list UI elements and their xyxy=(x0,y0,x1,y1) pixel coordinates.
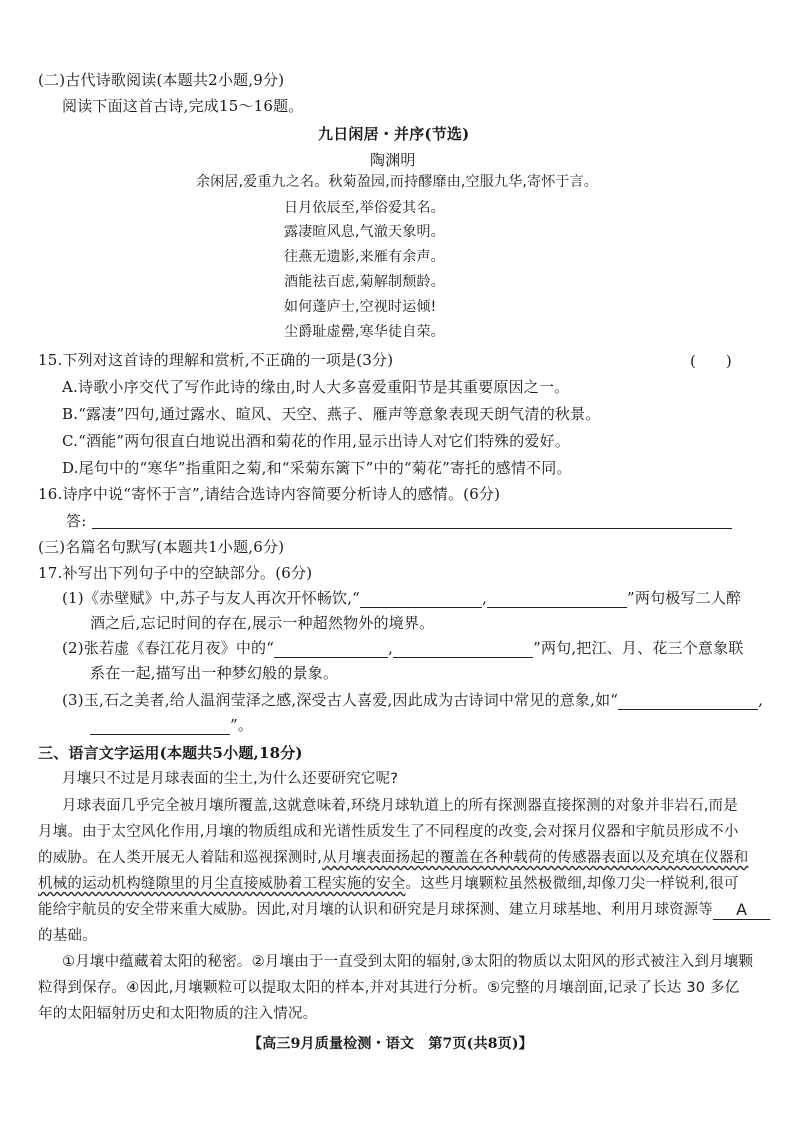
q17-item2-text-a: (2)张若虚《春江花月夜》中的“ xyxy=(62,639,275,657)
q17-item3-comma: , xyxy=(758,691,764,709)
q15-option-c: C.“酒能”两句很直白地说出酒和菊花的作用,显示出诗人对它们特殊的爱好。 xyxy=(62,432,571,450)
passage-p1-line3-plain: 的威胁。在人类开展无人着陆和巡视探测时, xyxy=(38,850,323,866)
q17-item3-text-b: ”。 xyxy=(230,716,254,734)
passage-p2-line3: 年的太阳辐射历史和太阳物质的注入情况。 xyxy=(38,1006,318,1022)
q16-stem: 16.诗序中说“寄怀于言”,请结合选诗内容简要分析诗人的感情。(6分) xyxy=(38,485,501,503)
q17-item1-blank1[interactable] xyxy=(360,591,482,608)
poem-line: 日月依辰至,举俗爱其名。 xyxy=(284,200,445,216)
q17-comma: , xyxy=(388,639,394,657)
q17-item1-blank2[interactable] xyxy=(487,591,627,608)
passage-p1-line5-text: 能给宇航员的安全带来重大威胁。因此,对月壤的认识和研究是月球探测、建立月球基地、利用月球资源等 xyxy=(38,902,713,918)
poem-line: 尘爵耻虚罍,寒华徒自荣。 xyxy=(284,324,445,340)
section2-heading: (二)古代诗歌阅读(本题共2小题,9分) xyxy=(38,71,285,89)
page-footer: 【高三9月质量检测・语文 第7页(共8页)】 xyxy=(248,1036,533,1052)
q17-item2-line2: 系在一起,描写出一种梦幻般的景象。 xyxy=(90,664,339,682)
q15-answer-paren[interactable]: ( ) xyxy=(690,352,732,370)
q17-item3-blank1[interactable] xyxy=(618,693,758,710)
q15-option-a: A.诗歌小序交代了写作此诗的缘由,时人大多喜爱重阳节是其重要原因之一。 xyxy=(62,378,570,396)
q17-item2-blank1[interactable] xyxy=(274,641,388,658)
passage-wavy-underlined-sentence: 从月壤表面扬起的覆盖在各种载荷的传感器表面以及充填在仪器和 xyxy=(322,850,749,866)
q17-item2-text-b: ”两句,把江、月、花三个意象联 xyxy=(533,639,744,657)
passage-p2-line1: ①月壤中蕴藏着太阳的秘密。②月壤由于一直受到太阳的辐射,③太阳的物质以太阳风的形式被注入到月壤颗 xyxy=(62,954,754,970)
poem-line: 如何蓬庐士,空视时运倾! xyxy=(284,299,437,315)
q17-item3-line2 xyxy=(90,715,253,735)
q17-comma: , xyxy=(482,589,488,607)
section2-instruction: 阅读下面这首古诗,完成15～16题。 xyxy=(62,97,304,115)
poem-line: 往燕无遗影,来雁有余声。 xyxy=(284,249,445,265)
passage-p1-line4-plain: 。这些月壤颗粒虽然极微细,却像刀尖一样锐利,很可 xyxy=(405,876,739,892)
poem-line: 露凄暄风息,气澈天象明。 xyxy=(284,224,445,240)
poem-title: 九日闲居・并序(节选) xyxy=(318,125,470,143)
passage-p1-line2: 月壤。由于太空风化作用,月壤的物质组成和光谱性质发生了不同程度的改变,会对探月仪器和宇航员形成不小 xyxy=(38,824,739,840)
poem-line: 酒能祛百虑,菊解制颓龄。 xyxy=(284,274,445,290)
q15-option-b: B.“露凄”四句,通过露水、暄风、天空、燕子、雁声等意象表现天朗气清的秋景。 xyxy=(62,405,601,423)
part3-heading: 三、语言文字运用(本题共5小题,18分) xyxy=(38,744,303,762)
q17-item1-line1 xyxy=(62,588,741,608)
q17-item3-blank2[interactable] xyxy=(90,718,230,735)
passage-title: 月壤只不过是月球表面的尘土,为什么还要研究它呢? xyxy=(62,771,399,787)
q16-answer-line[interactable] xyxy=(92,528,732,529)
q17-item2-line1 xyxy=(62,638,744,658)
passage-p1-line5 xyxy=(38,900,770,920)
blank-a[interactable]: A xyxy=(713,901,770,920)
q17-item2-blank2[interactable] xyxy=(393,641,533,658)
poem-author: 陶渊明 xyxy=(370,151,416,169)
passage-p1-line3 xyxy=(38,848,748,868)
q17-item1-text-a: (1)《赤壁赋》中,苏子与友人再次开怀畅饮,“ xyxy=(62,589,361,607)
q17-item1-text-b: ”两句极写二人醉 xyxy=(627,589,742,607)
q17-item3-line1 xyxy=(62,690,763,710)
q17-item3-text-a: (3)玉,石之美者,给人温润莹泽之感,深受古人喜爱,因此成为古诗词中常见的意象,如“ xyxy=(62,691,619,709)
passage-p1-line4 xyxy=(38,874,739,894)
section3-heading: (三)名篇名句默写(本题共1小题,6分) xyxy=(38,538,285,556)
passage-p1-line1: 月球表面几乎完全被月壤所覆盖,这就意味着,环绕月球轨道上的所有探测器直接探测的对象并非岩石,而是 xyxy=(62,798,738,814)
q15-stem: 15.下列对这首诗的理解和赏析,不正确的一项是(3分) xyxy=(38,351,394,369)
poem-preface: 余闲居,爱重九之名。秋菊盈园,而持醪靡由,空服九华,寄怀于言。 xyxy=(196,174,598,190)
passage-p2-line2: 粒得到保存。④因此,月壤颗粒可以提取太阳的样本,并对其进行分析。⑤完整的月壤剖面,记录了长达 30 多亿 xyxy=(38,980,740,996)
q15-option-d: D.尾句中的“寒华”指重阳之菊,和“采菊东篱下”中的“菊花”寄托的感情不同。 xyxy=(62,459,572,477)
passage-p1-line6: 的基础。 xyxy=(38,928,97,944)
q17-stem: 17.补写出下列句子中的空缺部分。(6分) xyxy=(38,564,313,582)
q16-answer-label: 答: xyxy=(66,512,87,530)
passage-wavy-underlined-sentence-cont: 机械的运动机构缝隙里的月尘直接威胁着工程实施的安全 xyxy=(38,876,406,892)
q17-item1-line2: 酒之后,忘记时间的存在,展示一种超然物外的境界。 xyxy=(90,614,435,632)
